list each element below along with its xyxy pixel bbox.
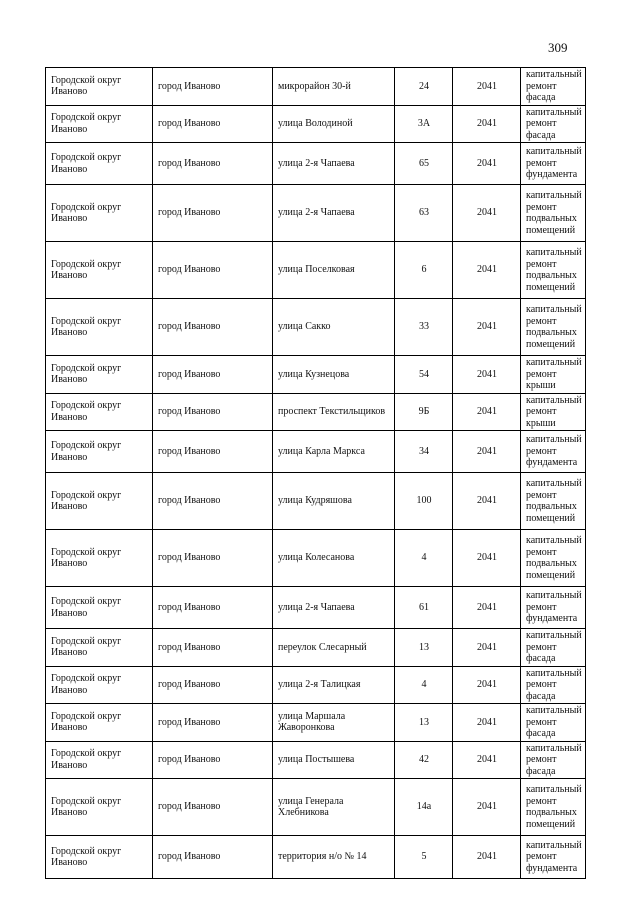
cell-city: город Иваново bbox=[153, 836, 273, 879]
cell-city: город Иваново bbox=[153, 143, 273, 185]
cell-year: 2041 bbox=[453, 629, 521, 667]
table-row bbox=[46, 105, 586, 143]
cell-city: город Иваново bbox=[153, 242, 273, 299]
cell-street: улица Поселковая bbox=[273, 242, 395, 299]
cell-street: улица 2-я Чапаева bbox=[273, 185, 395, 242]
cell-work-type: капитальный ремонт фасада bbox=[521, 68, 586, 106]
cell-city: город Иваново bbox=[153, 356, 273, 394]
cell-okrug: Городской округ Иваново bbox=[46, 143, 153, 185]
cell-street: улица Кузнецова bbox=[273, 356, 395, 394]
cell-city: город Иваново bbox=[153, 185, 273, 242]
table-row bbox=[46, 356, 586, 394]
cell-work-type: капитальный ремонт фундамента bbox=[521, 587, 586, 629]
cell-house-number: 65 bbox=[395, 143, 453, 185]
table-row bbox=[46, 431, 586, 473]
cell-street: улица Кудряшова bbox=[273, 473, 395, 530]
cell-work-type: капитальный ремонт подвальных помещений bbox=[521, 779, 586, 836]
cell-house-number: 3А bbox=[395, 105, 453, 143]
cell-house-number: 33 bbox=[395, 299, 453, 356]
cell-house-number: 63 bbox=[395, 185, 453, 242]
table-row bbox=[46, 242, 586, 299]
cell-street: улица Карла Маркса bbox=[273, 431, 395, 473]
cell-street: улица Володиной bbox=[273, 105, 395, 143]
cell-work-type: капитальный ремонт фундамента bbox=[521, 431, 586, 473]
cell-house-number: 14а bbox=[395, 779, 453, 836]
housing-repair-table bbox=[45, 67, 586, 879]
cell-house-number: 6 bbox=[395, 242, 453, 299]
cell-work-type: капитальный ремонт фасада bbox=[521, 629, 586, 667]
cell-okrug: Городской округ Иваново bbox=[46, 393, 153, 431]
cell-year: 2041 bbox=[453, 779, 521, 836]
table-row bbox=[46, 666, 586, 704]
cell-okrug: Городской округ Иваново bbox=[46, 629, 153, 667]
table-body bbox=[46, 68, 586, 879]
cell-city: город Иваново bbox=[153, 473, 273, 530]
cell-city: город Иваново bbox=[153, 704, 273, 742]
cell-year: 2041 bbox=[453, 836, 521, 879]
cell-work-type: капитальный ремонт крыши bbox=[521, 393, 586, 431]
cell-okrug: Городской округ Иваново bbox=[46, 741, 153, 779]
cell-city: город Иваново bbox=[153, 779, 273, 836]
cell-okrug: Городской округ Иваново bbox=[46, 431, 153, 473]
table-row bbox=[46, 530, 586, 587]
cell-work-type: капитальный ремонт фундамента bbox=[521, 836, 586, 879]
cell-house-number: 34 bbox=[395, 431, 453, 473]
cell-street: улица 2-я Талицкая bbox=[273, 666, 395, 704]
cell-house-number: 4 bbox=[395, 666, 453, 704]
cell-okrug: Городской округ Иваново bbox=[46, 704, 153, 742]
cell-okrug: Городской округ Иваново bbox=[46, 299, 153, 356]
table-row bbox=[46, 629, 586, 667]
cell-street: микрорайон 30-й bbox=[273, 68, 395, 106]
cell-work-type: капитальный ремонт подвальных помещений bbox=[521, 473, 586, 530]
table-row bbox=[46, 741, 586, 779]
cell-okrug: Городской округ Иваново bbox=[46, 105, 153, 143]
cell-year: 2041 bbox=[453, 299, 521, 356]
cell-year: 2041 bbox=[453, 473, 521, 530]
cell-city: город Иваново bbox=[153, 741, 273, 779]
cell-street: улица Маршала Жаворонкова bbox=[273, 704, 395, 742]
table-row bbox=[46, 836, 586, 879]
cell-okrug: Городской округ Иваново bbox=[46, 836, 153, 879]
cell-okrug: Городской округ Иваново bbox=[46, 779, 153, 836]
cell-year: 2041 bbox=[453, 431, 521, 473]
cell-house-number: 54 bbox=[395, 356, 453, 394]
cell-house-number: 24 bbox=[395, 68, 453, 106]
cell-city: город Иваново bbox=[153, 299, 273, 356]
cell-city: город Иваново bbox=[153, 666, 273, 704]
cell-year: 2041 bbox=[453, 68, 521, 106]
cell-street: проспект Текстильщиков bbox=[273, 393, 395, 431]
cell-year: 2041 bbox=[453, 356, 521, 394]
cell-city: город Иваново bbox=[153, 431, 273, 473]
table-row bbox=[46, 68, 586, 106]
cell-year: 2041 bbox=[453, 741, 521, 779]
table-row bbox=[46, 185, 586, 242]
cell-street: улица 2-я Чапаева bbox=[273, 143, 395, 185]
cell-house-number: 100 bbox=[395, 473, 453, 530]
cell-city: город Иваново bbox=[153, 629, 273, 667]
cell-house-number: 42 bbox=[395, 741, 453, 779]
cell-house-number: 61 bbox=[395, 587, 453, 629]
cell-year: 2041 bbox=[453, 242, 521, 299]
cell-street: улица Сакко bbox=[273, 299, 395, 356]
cell-street: улица 2-я Чапаева bbox=[273, 587, 395, 629]
cell-house-number: 9Б bbox=[395, 393, 453, 431]
cell-work-type: капитальный ремонт фасада bbox=[521, 666, 586, 704]
cell-city: город Иваново bbox=[153, 68, 273, 106]
cell-work-type: капитальный ремонт фасада bbox=[521, 704, 586, 742]
cell-year: 2041 bbox=[453, 143, 521, 185]
table-row bbox=[46, 779, 586, 836]
cell-street: переулок Слесарный bbox=[273, 629, 395, 667]
cell-city: город Иваново bbox=[153, 530, 273, 587]
table-row bbox=[46, 473, 586, 530]
cell-year: 2041 bbox=[453, 587, 521, 629]
table-row bbox=[46, 143, 586, 185]
cell-work-type: капитальный ремонт подвальных помещений bbox=[521, 185, 586, 242]
cell-okrug: Городской округ Иваново bbox=[46, 185, 153, 242]
cell-work-type: капитальный ремонт подвальных помещений bbox=[521, 242, 586, 299]
cell-year: 2041 bbox=[453, 704, 521, 742]
table-row bbox=[46, 704, 586, 742]
cell-street: улица Колесанова bbox=[273, 530, 395, 587]
cell-work-type: капитальный ремонт фундамента bbox=[521, 143, 586, 185]
page-number: 309 bbox=[548, 40, 568, 55]
cell-work-type: капитальный ремонт крыши bbox=[521, 356, 586, 394]
cell-okrug: Городской округ Иваново bbox=[46, 356, 153, 394]
cell-year: 2041 bbox=[453, 666, 521, 704]
cell-work-type: капитальный ремонт подвальных помещений bbox=[521, 299, 586, 356]
cell-okrug: Городской округ Иваново bbox=[46, 530, 153, 587]
cell-work-type: капитальный ремонт фасада bbox=[521, 105, 586, 143]
cell-street: территория н/о № 14 bbox=[273, 836, 395, 879]
cell-house-number: 13 bbox=[395, 704, 453, 742]
cell-house-number: 13 bbox=[395, 629, 453, 667]
cell-house-number: 4 bbox=[395, 530, 453, 587]
cell-year: 2041 bbox=[453, 105, 521, 143]
cell-okrug: Городской округ Иваново bbox=[46, 666, 153, 704]
cell-year: 2041 bbox=[453, 393, 521, 431]
cell-city: город Иваново bbox=[153, 105, 273, 143]
cell-okrug: Городской округ Иваново bbox=[46, 587, 153, 629]
cell-year: 2041 bbox=[453, 185, 521, 242]
table-row bbox=[46, 299, 586, 356]
cell-work-type: капитальный ремонт подвальных помещений bbox=[521, 530, 586, 587]
cell-okrug: Городской округ Иваново bbox=[46, 473, 153, 530]
cell-okrug: Городской округ Иваново bbox=[46, 242, 153, 299]
cell-street: улица Генерала Хлебникова bbox=[273, 779, 395, 836]
cell-year: 2041 bbox=[453, 530, 521, 587]
cell-street: улица Постышева bbox=[273, 741, 395, 779]
table-row bbox=[46, 393, 586, 431]
cell-city: город Иваново bbox=[153, 587, 273, 629]
cell-work-type: капитальный ремонт фасада bbox=[521, 741, 586, 779]
table-row bbox=[46, 587, 586, 629]
cell-house-number: 5 bbox=[395, 836, 453, 879]
cell-okrug: Городской округ Иваново bbox=[46, 68, 153, 106]
cell-city: город Иваново bbox=[153, 393, 273, 431]
